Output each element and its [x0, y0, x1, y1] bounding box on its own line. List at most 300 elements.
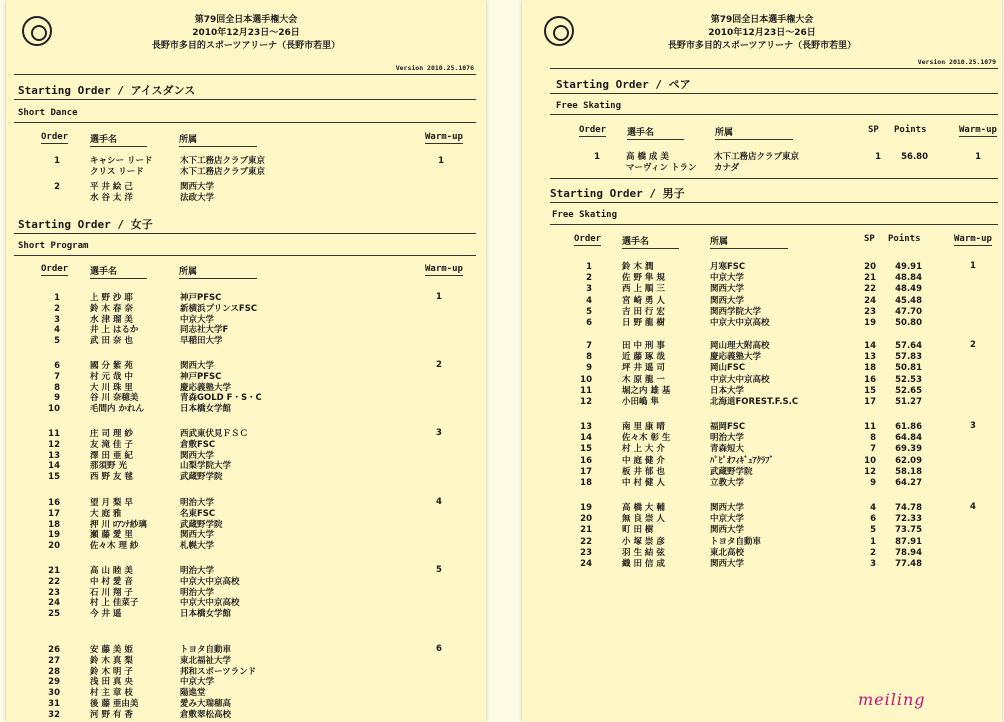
- order-number: 6: [54, 361, 60, 371]
- skater-name: 南 里 康 晴: [622, 422, 665, 432]
- club-name: 中京大学: [180, 677, 215, 688]
- warmup-group: 2: [970, 340, 976, 350]
- club-name: 山梨学院大学: [180, 461, 232, 472]
- skater-name: キャシー リード: [90, 156, 153, 166]
- order-number: 3: [586, 284, 592, 295]
- skater-name: 町 田 樹: [622, 525, 654, 536]
- club-name: 岡山理大附高校: [710, 341, 770, 351]
- club-name: 中京大中京高校: [710, 374, 770, 385]
- skater-name: 大 庭 雅: [90, 508, 122, 519]
- skater-name: 友 滝 佳 子: [90, 439, 133, 450]
- sp-rank: 24: [864, 295, 876, 306]
- club-name: 岡山FSC: [710, 363, 746, 374]
- skater-name: 佐 野 隼 規: [622, 273, 665, 284]
- col-sp: SP: [868, 125, 879, 135]
- order-number: 2: [54, 303, 60, 314]
- sp-points: 47.70: [895, 306, 922, 317]
- skater-name: 上 野 沙 耶: [90, 293, 133, 303]
- order-number: 1: [54, 156, 60, 166]
- club-name: 木下工務店クラブ東京: [714, 152, 800, 162]
- order-number: 4: [586, 295, 592, 306]
- ladies-column-header: [6, 264, 486, 278]
- order-number: 16: [580, 455, 592, 466]
- order-number: 17: [580, 466, 592, 477]
- event-dates: 2010年12月23日～26日: [192, 28, 300, 38]
- table-row: [522, 385, 1002, 397]
- sp-rank: 3: [870, 559, 876, 569]
- club-name: 東北高校: [710, 547, 745, 558]
- sp-rank: 20: [864, 262, 876, 272]
- order-number: 2: [54, 182, 60, 192]
- table-row: [522, 536, 1002, 548]
- warmup-group: 1: [975, 152, 981, 162]
- skater-name: 木 原 龍 一: [622, 374, 665, 385]
- divider: [550, 178, 998, 179]
- order-number: 15: [48, 472, 60, 483]
- club-name: 日本橋女学館: [180, 609, 232, 620]
- skater-name: 羽 生 結 弦: [622, 547, 665, 558]
- left-page: [6, 0, 486, 722]
- left-header: [6, 14, 486, 53]
- table-row: [522, 547, 1002, 559]
- club-name: 神戸PFSC: [180, 293, 222, 303]
- sp-points: 64.27: [895, 478, 922, 488]
- sp-points: 45.48: [895, 295, 922, 306]
- divider: [14, 74, 476, 75]
- skater-name: 鈴 木 潤: [622, 262, 654, 272]
- divider: [550, 224, 998, 225]
- skater-name: 坪 井 遥 司: [622, 363, 665, 374]
- signature-watermark: meiling: [858, 690, 926, 709]
- club-name: 東北福祉大学: [180, 655, 232, 666]
- sp-points: 69.39: [895, 444, 922, 455]
- skater-name: 水 谷 太 洋: [90, 193, 133, 203]
- men-column-header: [522, 234, 1002, 248]
- order-number: 13: [48, 450, 60, 461]
- sp-rank: 12: [864, 466, 876, 477]
- skater-name: マーヴィン トラン: [626, 163, 697, 173]
- club-name: 新横浜プリンスFSC: [180, 303, 258, 314]
- club-name: 早稲田大学: [180, 336, 223, 347]
- sp-rank: 7: [870, 444, 876, 455]
- skater-name: 中 村 愛 音: [90, 576, 133, 587]
- club-name: 札幌大学: [180, 541, 215, 552]
- club-name: 立教大学: [710, 478, 745, 488]
- table-row: [522, 317, 1002, 329]
- order-number: 11: [48, 429, 60, 439]
- order-number: 5: [586, 306, 592, 317]
- ice-dance-title: Starting Order / アイスダンス: [18, 84, 196, 97]
- sp-rank: 6: [870, 514, 876, 525]
- table-row: [6, 608, 486, 620]
- skater-name: 浅 田 真 央: [90, 677, 133, 688]
- warmup-group: 4: [436, 497, 442, 507]
- club-name: 日本橋女学館: [180, 404, 232, 415]
- divider: [550, 114, 998, 115]
- table-row: [522, 162, 1002, 174]
- sp-rank: 1: [870, 536, 876, 547]
- sp-rank: 23: [864, 306, 876, 317]
- col-club: 所属: [710, 234, 788, 249]
- warmup-group: 1: [438, 156, 444, 166]
- table-row: [6, 540, 486, 552]
- order-number: 21: [48, 566, 60, 576]
- table-row: [6, 403, 486, 415]
- skater-name: 今 井 遥: [90, 609, 122, 620]
- club-name: 関西大学: [710, 525, 745, 536]
- divider: [550, 202, 998, 203]
- order-number: 32: [48, 709, 60, 720]
- skater-name: 村 上 大 介: [622, 444, 665, 455]
- club-name: 中京大中京高校: [710, 318, 770, 328]
- club-name: 木下工務店クラブ東京: [180, 167, 266, 177]
- sp-rank: 11: [864, 422, 876, 432]
- club-name: 慶応義塾大学: [180, 382, 232, 393]
- order-number: 17: [48, 508, 60, 519]
- order-number: 2: [586, 273, 592, 284]
- club-name: 法政大学: [180, 193, 215, 203]
- order-number: 31: [48, 699, 60, 709]
- sp-rank: 2: [870, 547, 876, 558]
- skater-name: 佐々木 彰 生: [622, 433, 671, 444]
- table-row: [522, 513, 1002, 525]
- order-number: 18: [48, 519, 60, 530]
- order-number: 7: [54, 371, 60, 382]
- skater-name: 日 野 龍 樹: [622, 318, 665, 328]
- table-row: [522, 421, 1002, 433]
- col-club: 所属: [179, 132, 257, 147]
- divider: [550, 68, 998, 69]
- skater-name: 望 月 梨 早: [90, 498, 133, 508]
- table-row: [522, 466, 1002, 478]
- pairs-segment: Free Skating: [556, 101, 622, 111]
- warmup-group: 4: [970, 502, 976, 512]
- order-number: 23: [580, 547, 592, 558]
- col-warmup: Warm-up: [425, 132, 463, 142]
- col-warmup: Warm-up: [425, 264, 463, 274]
- order-number: 19: [580, 503, 592, 513]
- event-title: 第79回全日本選手権大会: [710, 15, 814, 25]
- skater-name: 田 中 刑 事: [622, 341, 665, 351]
- skater-name: 庄 司 理 紗: [90, 429, 133, 439]
- ice-dance-column-header: [6, 132, 486, 146]
- order-number: 10: [580, 374, 592, 385]
- skater-name: 小 塚 崇 彦: [622, 536, 665, 547]
- sp-points: 50.81: [895, 363, 922, 374]
- col-sp: SP: [864, 234, 875, 244]
- col-order: Order: [579, 125, 607, 135]
- order-number: 8: [586, 352, 592, 363]
- order-number: 20: [48, 541, 60, 552]
- sp-points: 61.86: [895, 422, 922, 432]
- skater-name: 織 田 信 成: [622, 559, 665, 569]
- col-warmup: Warm-up: [954, 234, 992, 244]
- table-row: [522, 374, 1002, 386]
- skater-name: 後 藤 亜由美: [90, 699, 139, 709]
- club-name: 邦和スポーツランド: [180, 666, 257, 677]
- table-row: [522, 306, 1002, 318]
- col-order: Order: [41, 264, 69, 274]
- skater-name: 高 橋 成 美: [626, 152, 669, 162]
- skater-name: 西 上 順 三: [622, 284, 665, 295]
- event-venue: 長野市多目的スポーツアリーナ（長野市若里）: [151, 41, 341, 51]
- club-name: 中京大学: [180, 314, 215, 325]
- sp-rank: 21: [864, 273, 876, 284]
- skater-name: 村 主 章 枝: [90, 688, 133, 699]
- table-row: [6, 709, 486, 721]
- order-number: 27: [48, 655, 60, 666]
- sp-rank: 22: [864, 284, 876, 295]
- order-number: 13: [580, 422, 592, 432]
- order-number: 16: [48, 498, 60, 508]
- club-name: カナダ: [714, 163, 740, 173]
- sp-points: 51.27: [895, 397, 922, 407]
- skater-name: 佐々木 理 紗: [90, 541, 139, 552]
- warmup-group: 5: [436, 565, 442, 575]
- skater-name: 澤 田 亜 紀: [90, 450, 133, 461]
- skater-name: 國 分 紫 苑: [90, 361, 133, 371]
- skater-name: 鈴 木 真 梨: [90, 655, 133, 666]
- event-dates: 2010年12月23日～26日: [708, 28, 816, 38]
- order-number: 14: [580, 433, 592, 444]
- ice-dance-segment: Short Dance: [18, 108, 78, 118]
- order-number: 24: [580, 559, 592, 569]
- skater-name: 鈴 木 春 奈: [90, 303, 133, 314]
- sp-points: 77.48: [895, 559, 922, 569]
- sp-rank: 8: [870, 433, 876, 444]
- skater-name: 吉 田 行 宏: [622, 306, 665, 317]
- club-name: 日本大学: [710, 385, 745, 396]
- order-number: 1: [586, 262, 592, 272]
- club-name: 中京大学: [710, 514, 745, 525]
- order-number: 22: [580, 536, 592, 547]
- club-name: 中京大中京高校: [180, 598, 240, 609]
- sp-points: 48.84: [895, 273, 922, 284]
- club-name: 関西大学: [180, 182, 215, 192]
- table-row: [522, 443, 1002, 455]
- order-number: 20: [580, 514, 592, 525]
- skater-name: 平 井 絵 己: [90, 182, 133, 192]
- divider: [550, 93, 998, 94]
- sp-rank: 19: [864, 318, 876, 328]
- sp-rank: 17: [864, 397, 876, 407]
- sp-points: 74.78: [895, 503, 922, 513]
- sp-rank: 1: [875, 152, 881, 162]
- club-name: 明治大学: [710, 433, 745, 444]
- col-name: 選手名: [622, 234, 679, 249]
- club-name: 武蔵野学院: [180, 519, 223, 530]
- order-number: 14: [48, 461, 60, 472]
- table-row: [6, 166, 486, 178]
- col-name: 選手名: [627, 125, 684, 140]
- skater-name: 安 藤 美 姫: [90, 645, 133, 655]
- order-number: 1: [54, 293, 60, 303]
- club-name: トヨタ自動車: [180, 645, 232, 655]
- skater-name: 村 上 佳菜子: [90, 598, 139, 609]
- sp-rank: 13: [864, 352, 876, 363]
- col-name: 選手名: [90, 264, 147, 279]
- order-number: 28: [48, 666, 60, 677]
- order-number: 23: [48, 587, 60, 598]
- sp-rank: 18: [864, 363, 876, 374]
- order-number: 21: [580, 525, 592, 536]
- order-number: 30: [48, 688, 60, 699]
- table-row: [522, 261, 1002, 273]
- club-name: 福岡FSC: [710, 422, 746, 432]
- order-number: 11: [580, 385, 592, 396]
- club-name: 愛み大瑞穂高: [180, 699, 232, 709]
- skater-name: 押 川 ﾛｱﾝﾅ紗璃: [90, 519, 147, 530]
- club-name: 関西大学: [710, 295, 745, 306]
- sp-rank: 14: [864, 341, 876, 351]
- skater-name: 鈴 木 明 子: [90, 666, 133, 677]
- club-name: 北海道FOREST.F.S.C: [710, 397, 799, 407]
- pairs-column-header: [522, 125, 1002, 139]
- club-name: 同志社大学F: [180, 325, 229, 336]
- col-points: Points: [894, 125, 927, 135]
- warmup-group: 2: [436, 360, 442, 370]
- club-name: 関西大学: [710, 284, 745, 295]
- table-row: [522, 455, 1002, 467]
- event-venue: 長野市多目的スポーツアリーナ（長野市若里）: [667, 41, 857, 51]
- skater-name: 瀬 藤 愛 里: [90, 530, 133, 541]
- table-row: [522, 524, 1002, 536]
- col-warmup: Warm-up: [959, 125, 997, 135]
- sp-rank: 15: [864, 385, 876, 396]
- order-number: 25: [48, 609, 60, 620]
- club-name: 武蔵野学院: [710, 466, 753, 477]
- skater-name: 毛間内 かれん: [90, 404, 144, 415]
- club-name: 武蔵野学院: [180, 472, 223, 483]
- men-title: Starting Order / 男子: [550, 187, 685, 200]
- sp-points: 78.94: [895, 547, 922, 558]
- skater-name: 堀之内 雄 基: [622, 385, 671, 396]
- order-number: 24: [48, 598, 60, 609]
- table-row: [522, 283, 1002, 295]
- divider: [14, 122, 476, 123]
- skater-name: 大 川 珠 里: [90, 382, 133, 393]
- warmup-group: 6: [436, 644, 442, 654]
- ladies-segment: Short Program: [18, 241, 89, 251]
- sp-points: 50.80: [895, 318, 922, 328]
- order-number: 19: [48, 530, 60, 541]
- club-name: 月寒FSC: [710, 262, 746, 272]
- skater-name: 河 野 有 香: [90, 709, 133, 720]
- table-row: [522, 272, 1002, 284]
- table-row: [522, 432, 1002, 444]
- sp-rank: 5: [870, 525, 876, 536]
- order-number: 18: [580, 478, 592, 488]
- skater-name: 那須野 光: [90, 461, 127, 472]
- ladies-title: Starting Order / 女子: [18, 218, 153, 231]
- sp-rank: 10: [864, 455, 876, 466]
- club-name: 慶応義塾大学: [710, 352, 762, 363]
- col-order: Order: [41, 132, 69, 142]
- sp-points: 56.80: [901, 152, 928, 162]
- skater-name: 高 橋 大 輔: [622, 503, 665, 513]
- skater-name: 宮 崎 勇 人: [622, 295, 665, 306]
- sp-points: 73.75: [895, 525, 922, 536]
- club-name: 倉敷翠松高校: [180, 709, 232, 720]
- table-row: [522, 362, 1002, 374]
- club-name: 関西大学: [710, 503, 745, 513]
- table-row: [522, 558, 1002, 570]
- col-name: 選手名: [90, 132, 147, 147]
- order-number: 6: [586, 318, 592, 328]
- right-page: [522, 0, 1002, 722]
- order-number: 10: [48, 404, 60, 415]
- skater-name: 水 津 瑠 美: [90, 314, 133, 325]
- men-segment: Free Skating: [552, 210, 618, 220]
- club-name: 明治大学: [180, 566, 215, 576]
- divider: [14, 99, 476, 100]
- divider: [14, 233, 476, 234]
- event-title: 第79回全日本選手権大会: [194, 15, 298, 25]
- sp-points: 62.09: [895, 455, 922, 466]
- warmup-group: 3: [970, 421, 976, 431]
- club-name: ﾊﾟﾋﾟｵﾌｨｷﾞｭｱｸﾗﾌﾞ: [710, 455, 774, 466]
- sp-rank: 16: [864, 374, 876, 385]
- skater-name: 板 井 郁 也: [622, 466, 665, 477]
- sp-points: 52.53: [895, 374, 922, 385]
- club-name: 陽進堂: [180, 688, 206, 699]
- sp-points: 52.65: [895, 385, 922, 396]
- col-club: 所属: [715, 125, 793, 140]
- table-row: [522, 295, 1002, 307]
- club-name: 名東FSC: [180, 508, 216, 519]
- skater-name: 中 村 健 人: [622, 478, 665, 488]
- club-name: 神戸PFSC: [180, 371, 222, 382]
- table-row: [522, 351, 1002, 363]
- col-club: 所属: [179, 264, 257, 279]
- skater-name: 村 元 哉 中: [90, 371, 133, 382]
- skater-name: 西 野 友 毬: [90, 472, 133, 483]
- sp-points: 48.49: [895, 284, 922, 295]
- table-row: [6, 192, 486, 204]
- col-points: Points: [888, 234, 921, 244]
- skater-name: 高 山 睦 美: [90, 566, 133, 576]
- order-number: 26: [48, 645, 60, 655]
- club-name: 青森短大: [710, 444, 745, 455]
- club-name: 関西大学: [180, 450, 215, 461]
- version-label: Version 2010.25.1079: [917, 58, 996, 66]
- skater-name: 中 庭 健 介: [622, 455, 665, 466]
- order-number: 5: [54, 336, 60, 347]
- order-number: 15: [580, 444, 592, 455]
- club-name: 関西大学: [180, 530, 215, 541]
- skater-name: 石 川 翔 子: [90, 587, 133, 598]
- skater-name: 小田嶋 隼: [622, 397, 659, 407]
- club-name: 明治大学: [180, 498, 215, 508]
- table-row: [522, 396, 1002, 408]
- order-number: 9: [586, 363, 592, 374]
- club-name: 西武東伏見ＦＳＣ: [180, 429, 249, 439]
- divider: [14, 255, 476, 256]
- warmup-group: 1: [436, 292, 442, 302]
- right-header: [522, 14, 1002, 53]
- sp-rank: 4: [870, 503, 876, 513]
- club-name: 関西学院大学: [710, 306, 762, 317]
- order-number: 3: [54, 314, 60, 325]
- sp-points: 49.91: [895, 262, 922, 272]
- order-number: 29: [48, 677, 60, 688]
- table-row: [522, 502, 1002, 514]
- club-name: 中京大中京高校: [180, 576, 240, 587]
- skater-name: 谷 川 奈穂美: [90, 393, 139, 404]
- sp-points: 58.18: [895, 466, 922, 477]
- order-number: 12: [580, 397, 592, 407]
- order-number: 12: [48, 439, 60, 450]
